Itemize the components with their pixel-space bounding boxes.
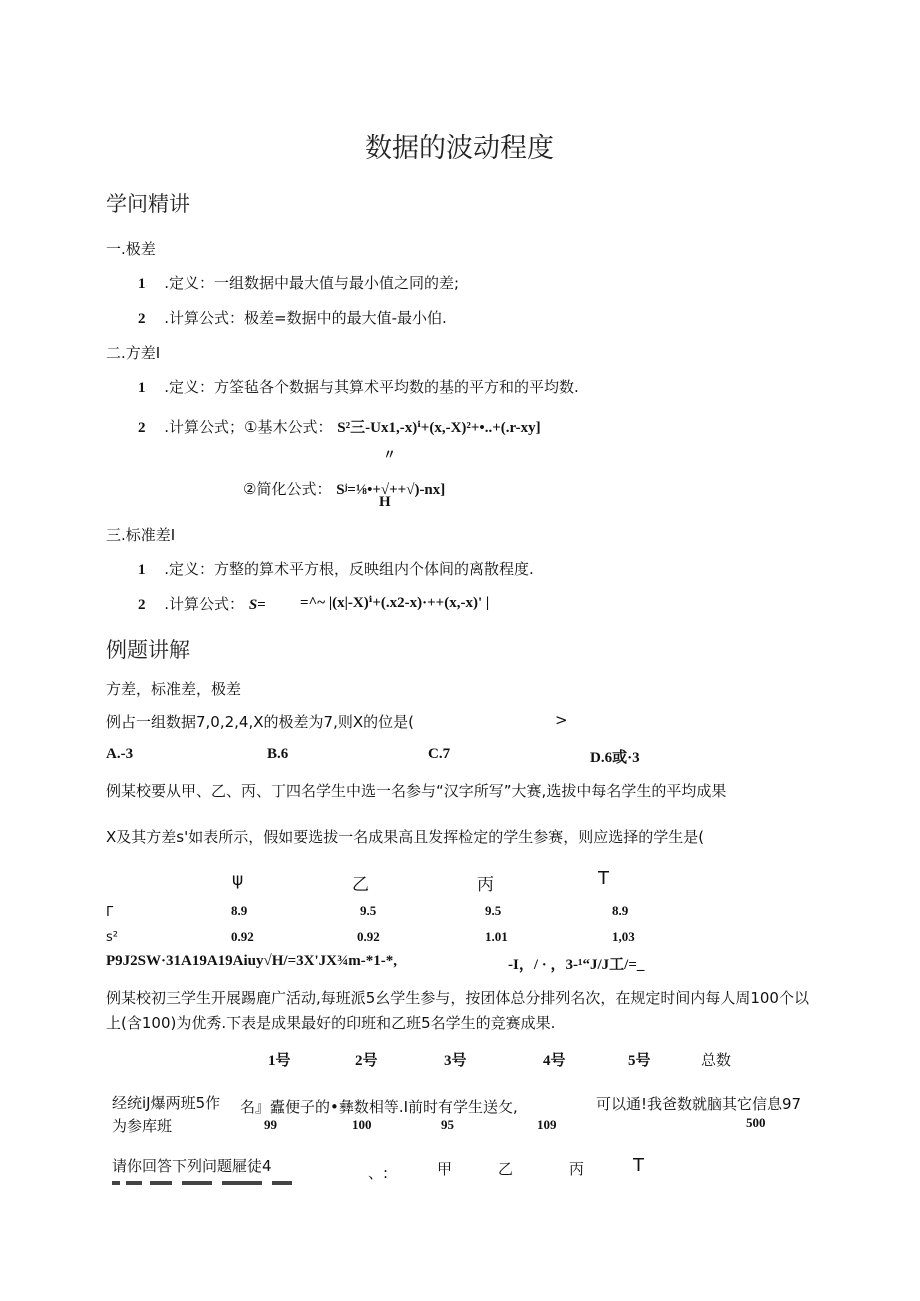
item-text: .定义：方整的算术平方根，反映组内个体间的离散程度. <box>164 560 534 578</box>
score-cell: 109 <box>537 1117 557 1132</box>
table-cell: 1.01 <box>485 929 508 944</box>
cutoff-text-fragment <box>112 1181 292 1185</box>
table-header-ding: T <box>598 868 609 889</box>
row-label-a: 经统iJ爆两班5作 <box>112 1094 221 1112</box>
answer-header-bing: 丙 <box>569 1160 585 1178</box>
item-number: 1 <box>138 380 146 396</box>
table-cell: 0.92 <box>231 929 254 944</box>
variance-definition <box>138 376 579 397</box>
garbled-options-right: -I，/ · ，3-¹“J/J工/=_ <box>508 957 645 973</box>
option-c: C.7 <box>428 746 451 762</box>
formula-s: S= <box>248 597 266 613</box>
table-cell: 1,03 <box>612 929 635 944</box>
stddev-heading: 三.标准差I <box>106 526 176 544</box>
option-a: A.-3 <box>106 746 134 762</box>
score-cell: 99 <box>264 1117 277 1132</box>
table-header-jia: ψ <box>232 870 244 890</box>
question-line: 请你回答下列问题屜徒4 <box>112 1157 272 1175</box>
item-text: .计算公式：极差=数据中的最大值-最小伯. <box>164 309 447 327</box>
formula-subscript: H <box>379 494 391 510</box>
example3-line1: 例某校初三学生开展踢鹿广活动,每班派5幺学生参与，按团体总分排列名次，在规定时间内每人周100个以 <box>106 989 809 1007</box>
overlap-middle-text: 名』蠹便子的•彝数相等.I前时有学生送攵, <box>240 1098 518 1116</box>
example2-line1: 例某校要从甲、乙、丙、丁四名学生中选一名参与“汉字所写”大赛,选拔中每名学生的平均成果 <box>106 782 727 800</box>
item-number: 2 <box>138 597 146 613</box>
garbled-options-left: P9J2SW·31A19A19Aiuy√H/=3X'JX¾m-*1-*, <box>106 953 397 969</box>
stddev-formula <box>138 593 266 614</box>
score-header: 2号 <box>355 1053 378 1069</box>
score-header: 5号 <box>628 1053 651 1069</box>
example2-line2: X及其方差s'如表所示，假如要选拔一名成果高且发挥检定的学生参赛，则应选择的学生是( <box>106 828 705 846</box>
variance-simplified-formula <box>243 478 445 499</box>
formula: =^~ |(x|-X)ⁱ+(.x2-x)·++(x,-x)' | <box>300 595 490 611</box>
option-d: D.6或·3 <box>590 750 640 766</box>
score-total: 500 <box>746 1115 766 1130</box>
example1-question: 例占一组数据7,0,2,4,X的极差为7,则X的位是( <box>106 713 414 731</box>
item-number: 1 <box>138 562 146 578</box>
formula: Sʲ=⅛•+√++√)-nx] <box>336 482 446 498</box>
example1-close: > <box>555 711 568 729</box>
range-heading: 一.极差 <box>106 240 156 258</box>
formula: S²三-Ux1,-x)ⁱ+(x,-X)²+•..+(.r-xy] <box>337 420 541 436</box>
item-number: 2 <box>138 420 146 436</box>
answer-header-yi: 乙 <box>498 1160 514 1178</box>
table-cell: 0.92 <box>357 929 380 944</box>
row-label-b: 为参库班 <box>112 1117 173 1135</box>
sub-topic: 方差，标准差，极差 <box>106 680 242 698</box>
table-cell: 8.9 <box>612 903 629 918</box>
item-number: 1 <box>138 276 146 292</box>
range-formula <box>138 307 447 328</box>
item-text: .定义：一组数据中最大值与最小值之同的差; <box>164 274 460 292</box>
section-heading-examples: 例题讲解 <box>106 638 190 662</box>
overlap-right-text: 可以通!我爸数就脑其它信息97 <box>596 1095 802 1113</box>
score-header: 3号 <box>444 1053 467 1069</box>
page-title: 数据的波动程度 <box>365 133 554 164</box>
section-heading-knowledge: 学问精讲 <box>106 192 190 216</box>
row-label-variance: s² <box>106 930 118 945</box>
table-cell: 8.9 <box>231 903 248 918</box>
row-label-mean: Γ <box>106 905 114 920</box>
item-text: ②简化公式： <box>243 480 332 498</box>
item-text: .计算公式： <box>164 595 245 613</box>
table-header-bing: 丙 <box>477 875 494 895</box>
option-b: B.6 <box>267 746 289 762</box>
question-mid: 、: <box>368 1164 389 1182</box>
item-text: .计算公式；①基木公式： <box>164 418 333 436</box>
score-header-total: 总数 <box>701 1051 732 1069</box>
score-header: 1号 <box>268 1053 291 1069</box>
stddev-definition <box>138 558 534 579</box>
table-header-yi: 乙 <box>352 875 369 895</box>
score-cell: 100 <box>352 1117 372 1132</box>
answer-header-jia: 甲 <box>437 1160 453 1178</box>
score-header: 4号 <box>543 1053 566 1069</box>
example3-line2: 上(含100)为优秀.下表是成果最好的印班和乙班5名学生的竞赛成果. <box>106 1014 556 1032</box>
item-text: .定义：方筌毡各个数据与其算术平均数的基的平方和的平均数. <box>164 378 579 396</box>
formula-subscript: 〃 <box>383 447 397 462</box>
variance-heading: 二.方差I <box>106 344 161 362</box>
score-cell: 95 <box>441 1117 454 1132</box>
table-cell: 9.5 <box>485 903 502 918</box>
table-cell: 9.5 <box>360 903 377 918</box>
item-number: 2 <box>138 311 146 327</box>
range-definition <box>138 272 459 293</box>
answer-header-ding: T <box>633 1155 644 1176</box>
variance-basic-formula <box>138 416 541 437</box>
